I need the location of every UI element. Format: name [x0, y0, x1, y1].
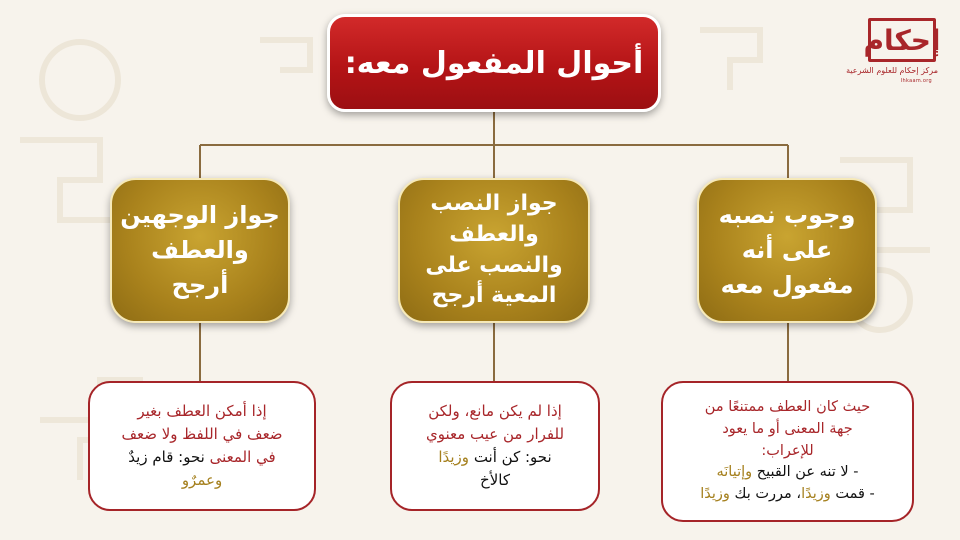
category-middle-line-3: والنصب على: [425, 252, 563, 278]
category-right-line-1: وجوب نصبه: [718, 201, 856, 230]
detail-right-example-2-text-b: ، مررت بك: [729, 486, 802, 503]
category-obligatory-box: [697, 178, 877, 323]
detail-obligatory-box: [661, 381, 914, 522]
detail-right-example-1-text: - لا تنه عن القبيح: [752, 464, 859, 481]
root-title: أحوال المفعول معه:: [344, 45, 644, 81]
logo-mark: إحكام: [868, 18, 936, 62]
detail-right-example-2: [700, 484, 875, 506]
detail-left-line-4: وعمرٌو: [181, 471, 223, 490]
detail-atf-preferred-box: [88, 381, 316, 511]
detail-middle-example-text: نحو: كن أنت: [469, 448, 552, 466]
logo-subtitle: مركز إحكام للعلوم الشرعية: [846, 66, 938, 75]
category-middle-line-2: والعطف: [449, 221, 539, 247]
category-middle-line-4: المعية أرجح: [431, 283, 557, 309]
detail-nasb-preferred-box: [390, 381, 600, 511]
detail-left-line-3-red: في المعنى: [209, 448, 276, 466]
detail-right-line-2: جهة المعنى أو ما يعود: [722, 420, 853, 437]
detail-right-example-1-highlight: وإتيانَه: [716, 464, 753, 481]
detail-middle-line-2: للفرار من عيب معنوي: [425, 424, 565, 443]
category-atf-preferred-box: [110, 178, 290, 323]
detail-right-example-2-highlight-a: وزيدًا: [801, 486, 831, 503]
root-title-box: [327, 14, 661, 112]
detail-left-line-1: إذا أمكن العطف بغير: [137, 401, 267, 420]
category-left-line-1: جواز الوجهين: [120, 201, 280, 230]
detail-right-example-2-highlight-b: وزيدًا: [700, 486, 730, 503]
category-right-line-2: على أنه: [741, 236, 833, 265]
category-right-line-3: مفعول معه: [720, 270, 854, 299]
logo-tiny-text: Ihkaam.org: [900, 78, 932, 84]
logo: [846, 18, 942, 88]
category-left-line-2: والعطف: [151, 236, 249, 265]
category-left-line-3: أرجح: [171, 270, 229, 299]
detail-middle-example: [438, 446, 551, 469]
detail-middle-example-highlight: وزيدًا: [438, 448, 470, 466]
detail-left-line-2: ضعف في اللفظ ولا ضعف: [121, 424, 283, 443]
detail-left-line-3-example: نحو: قام زيدٌ: [128, 448, 210, 466]
detail-middle-line-1: إذا لم يكن مانع، ولكن: [428, 401, 562, 420]
detail-right-line-1: حيث كان العطف ممتنعًا من: [704, 399, 871, 416]
detail-middle-line-4: كالأخ: [480, 471, 510, 490]
detail-left-line-3: [128, 446, 275, 469]
detail-right-example-1: [717, 462, 859, 484]
detail-right-line-3: للإعراب:: [761, 442, 814, 459]
detail-right-example-2-text-a: - قمت: [830, 486, 875, 503]
category-middle-line-1: جواز النصب: [430, 190, 558, 216]
category-nasb-preferred-box: [398, 178, 590, 323]
